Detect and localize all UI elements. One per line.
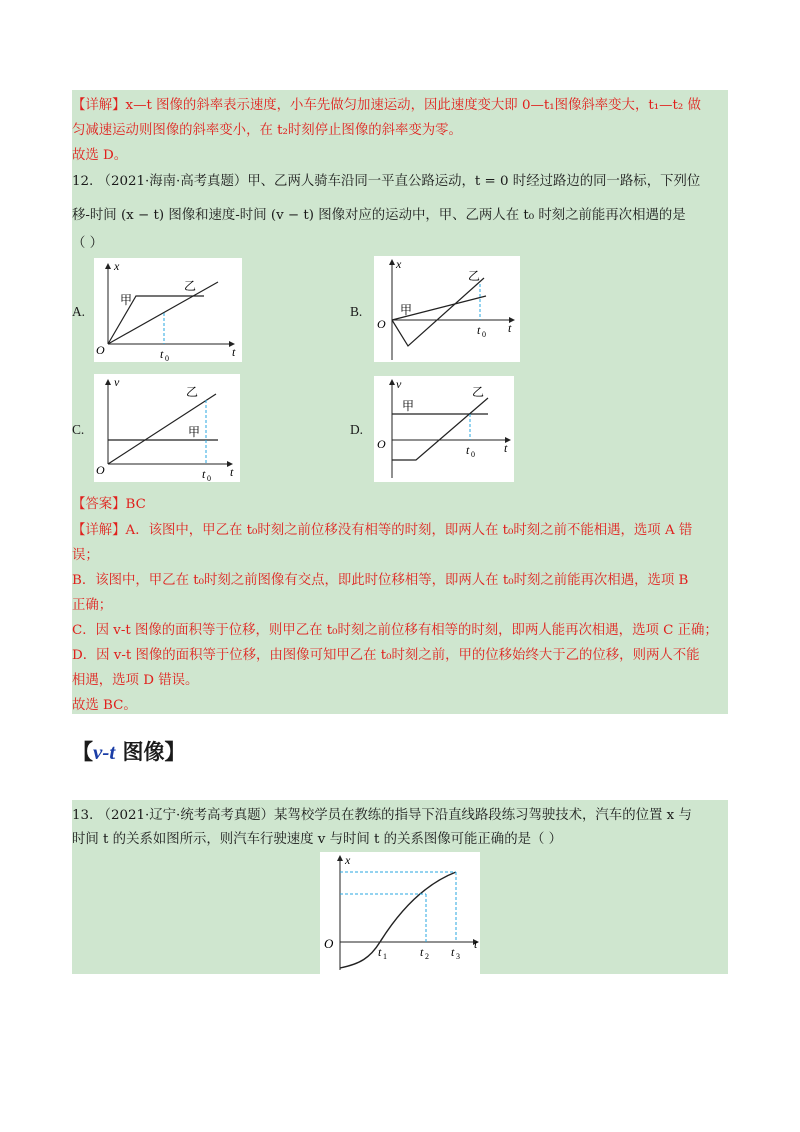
t2-subscript: 2 — [425, 952, 429, 961]
option-a-label: A. — [72, 304, 86, 319]
position-curve — [340, 872, 456, 968]
q13-stem-line1: 13. （2021·辽宁·统考高考真题）某驾校学员在教练的指导下沿直线路段练习驾驶技术，汽车的位置 x 与 — [72, 808, 692, 823]
axis-label-v: v — [114, 375, 120, 389]
label-jia: 甲 — [402, 399, 415, 413]
q12-explanation-d2: 相遇，选项 D 错误。 — [72, 673, 199, 688]
q11-final-answer: 故选 D。 — [72, 148, 128, 163]
t0-subscript: 0 — [207, 474, 211, 482]
q11-explanation-line1: 【详解】x—t 图像的斜率表示速度，小车先做匀加速运动，因此速度变大即 0—t₁图像斜率变大，t₁—t₂ 做 — [72, 98, 701, 113]
graph-d — [374, 376, 514, 482]
q12-stem-line2: 移-时间 (x − t) 图像和速度-时间 (v − t) 图像对应的运动中，甲、乙两人在 t₀ 时刻之前能再次相遇的是 — [72, 208, 686, 223]
graph-q13 — [320, 852, 480, 974]
option-d-label: D. — [350, 422, 364, 437]
section-bracket-open: 【 — [72, 740, 93, 764]
graph-a — [94, 258, 242, 362]
section-vt: v-t — [93, 740, 116, 764]
t1-subscript: 1 — [383, 952, 387, 961]
t1-label: t — [378, 945, 382, 959]
origin-label: O — [96, 343, 105, 357]
axis-label-x: x — [114, 259, 120, 273]
t0-subscript: 0 — [482, 330, 486, 339]
axis-label-x: x — [396, 257, 402, 271]
t0-label: t — [477, 323, 481, 337]
origin-label: O — [324, 936, 334, 951]
option-c-label: C. — [72, 422, 85, 437]
t0-label: t — [202, 467, 206, 481]
t3-label: t — [451, 945, 455, 959]
q12-explanation-d1: D．因 v-t 图像的面积等于位移，由图像可知甲乙在 t₀时刻之前，甲的位移始终大于乙的位移，则两人不能 — [72, 648, 700, 663]
q12-explanation-a2: 误； — [72, 548, 99, 563]
graph-c — [94, 374, 240, 482]
option-b-label: B. — [350, 304, 363, 319]
q13-stem-line2: 时间 t 的关系如图所示，则汽车行驶速度 v 与时间 t 的关系图像可能正确的是（ ） — [72, 832, 563, 847]
label-yi: 乙 — [186, 385, 199, 399]
label-jia: 甲 — [120, 293, 133, 307]
axis-label-t: t — [230, 465, 234, 479]
section-heading — [72, 736, 185, 766]
axis-label-t: t — [504, 441, 508, 455]
q12-final-answer: 故选 BC。 — [72, 698, 137, 713]
section-bracket-close: 】 — [164, 740, 186, 764]
t0-subscript: 0 — [471, 450, 475, 459]
q12-explanation-c: C．因 v-t 图像的面积等于位移，则甲乙在 t₀时刻之前位移有相等的时刻，即两人能再次相遇，选项 C 正确； — [72, 623, 718, 638]
section-word: 图像 — [115, 740, 165, 764]
label-jia: 甲 — [400, 303, 413, 317]
q12-answer: 【答案】BC — [72, 497, 146, 512]
q11-explanation-line2: 匀减速运动则图像的斜率变小，在 t₂时刻停止图像的斜率变为零。 — [72, 123, 462, 138]
label-jia: 甲 — [188, 425, 201, 439]
axis-label-v: v — [396, 377, 402, 391]
t0-label: t — [466, 443, 470, 457]
axis-label-t: t — [508, 321, 512, 335]
label-yi: 乙 — [468, 269, 481, 283]
t2-label: t — [420, 945, 424, 959]
axis-label-t: t — [232, 345, 236, 359]
series-yi — [108, 282, 218, 344]
axis-label-t: t — [474, 937, 478, 951]
label-yi: 乙 — [184, 279, 197, 293]
label-yi: 乙 — [472, 385, 485, 399]
q12-explanation-b1: B．该图中，甲乙在 t₀时刻之前图像有交点，即此时位移相等，即两人在 t₀时刻之前能再次相遇，选项 B — [72, 573, 689, 588]
t0-label: t — [160, 347, 164, 361]
origin-label: O — [377, 437, 386, 451]
q12-explanation-b2: 正确； — [72, 598, 113, 613]
t0-subscript: 0 — [165, 354, 169, 362]
origin-label: O — [377, 317, 386, 331]
q12-stem-blank: （ ） — [72, 236, 104, 251]
axis-label-x: x — [345, 853, 351, 867]
q12-stem-line1: 12. （2021·海南·高考真题）甲、乙两人骑车沿同一平直公路运动，t = 0 时经过路边的同一路标，下列位 — [72, 174, 701, 189]
q12-explanation-a1: 【详解】A．该图中，甲乙在 t₀时刻之前位移没有相等的时刻，即两人在 t₀时刻之前不能相遇，选项 A 错 — [72, 523, 693, 538]
t3-subscript: 3 — [456, 952, 460, 961]
origin-label: O — [96, 463, 105, 477]
graph-b — [374, 256, 520, 362]
